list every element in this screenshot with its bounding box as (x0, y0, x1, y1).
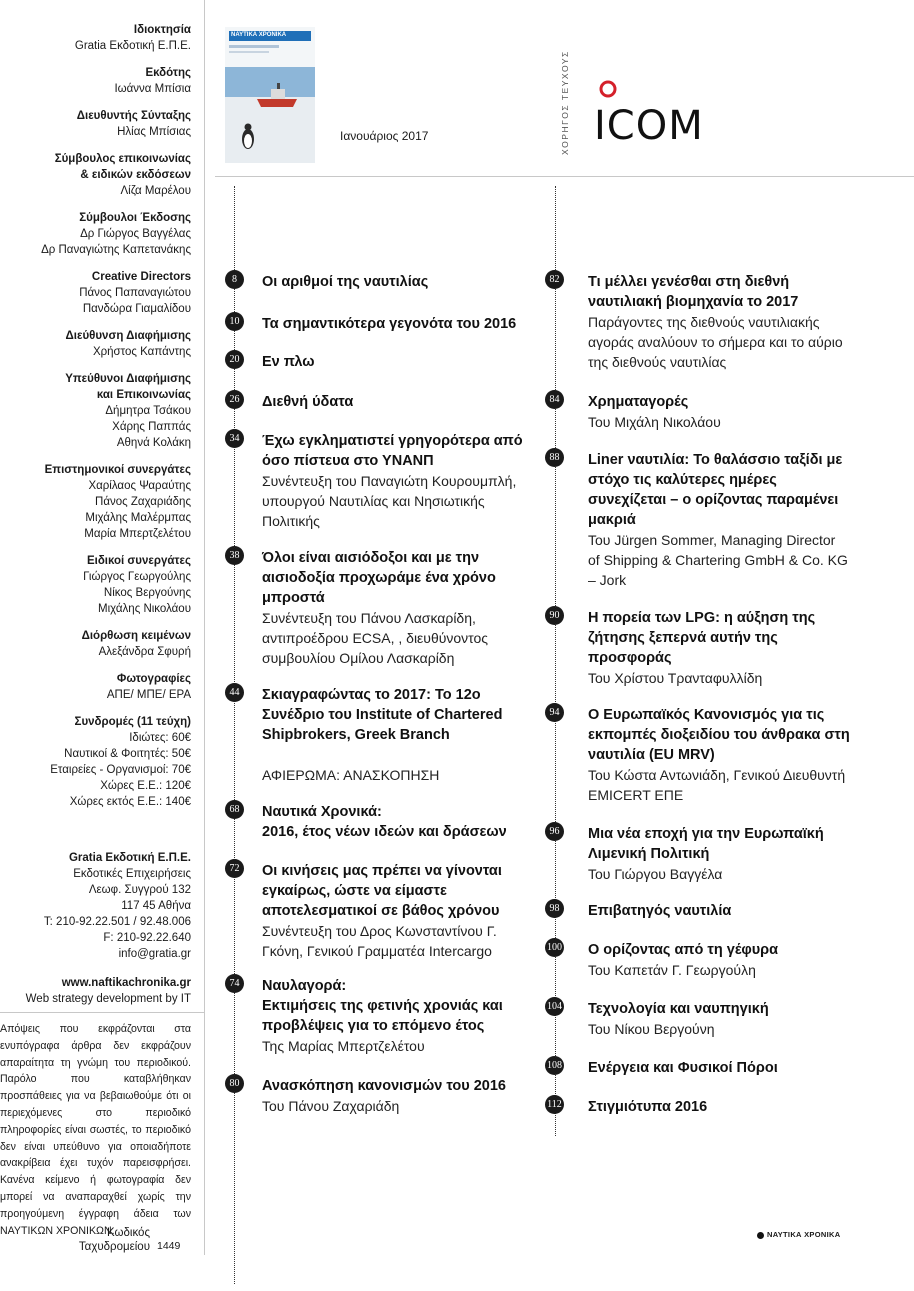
masthead-block (0, 714, 191, 810)
toc-entry-body (262, 548, 534, 668)
masthead-role: Επιστημονικοί συνεργάτες (44, 464, 191, 476)
masthead-role: Διευθυντής Σύνταξης (76, 110, 191, 122)
section-label: ΑΦΙΕΡΩΜΑ: ΑΝΑΣΚΟΠΗΣΗ (262, 767, 440, 783)
toc-entry-body (588, 272, 850, 372)
toc-entry-title: Επιβατηγός ναυτιλία (588, 903, 732, 919)
toc-entry-body (262, 392, 534, 412)
page-number-badge: 90 (545, 606, 564, 625)
toc-entry-body (262, 314, 534, 334)
masthead-role: Εκδότης (145, 67, 191, 79)
page-number-badge: 74 (225, 974, 244, 993)
masthead-person: Μιχάλης Μαλέρμπας (85, 512, 191, 524)
page-number-badge: 82 (545, 270, 564, 289)
sponsor-logo (594, 85, 704, 149)
toc-entry-title: Ενέργεια και Φυσικοί Πόροι (588, 1060, 778, 1076)
masthead-block (0, 269, 191, 317)
toc-entry-title: Διεθνή ύδατα (262, 394, 354, 410)
toc-entry-body (588, 450, 850, 590)
page-number-badge: 100 (545, 938, 564, 957)
toc-entry-title: Εν πλω (262, 354, 315, 370)
masthead-person: Ιδιώτες: 60€ (129, 732, 191, 744)
page-number-badge: 98 (545, 899, 564, 918)
page-number-badge: 108 (545, 1056, 564, 1075)
toc-entry-body (262, 861, 534, 961)
cover-title: ΝΑΥΤΙΚΑ ΧΡΟΝΙΚΑ (231, 32, 287, 38)
toc-entry-subtitle: Συνέντευξη του Πάνου Λασκαρίδη, αντιπροέδρου ECSA, , διευθύνοντος συμβουλίου Ομίλου Λασκαρίδη (262, 610, 489, 666)
sponsor-label: ΧΟΡΗΓΟΣ ΤΕΥΧΟΥΣ (560, 50, 570, 155)
masthead-person: Ιωάννα Μπίσια (114, 83, 191, 95)
sponsor-logo-text: ICOM (594, 103, 704, 149)
toc-entry-body (262, 1076, 534, 1116)
masthead-person: Αλεξάνδρα Σφυρή (98, 646, 191, 658)
toc-entry-title: Τεχνολογία και ναυπηγική (588, 1001, 769, 1017)
postal-code-value: 1449 (157, 1240, 181, 1252)
masthead-person: Ηλίας Μπίσιας (117, 126, 191, 138)
page-number-badge: 10 (225, 312, 244, 331)
toc-entry-body (262, 802, 534, 842)
footer-logo (757, 1230, 840, 1239)
publisher-line: Εκδοτικές Επιχειρήσεις (73, 868, 191, 880)
column-divider (204, 0, 205, 1255)
masthead-block (0, 628, 191, 660)
toc-entry-title: Έχω εγκληματιστεί γρηγορότερα από όσο πίστευα στο ΥΝΑΝΠ (262, 433, 523, 469)
toc-entry-body (588, 392, 850, 432)
masthead-person: Πάνος Παπαναγιώτου (79, 287, 191, 299)
toc-entry-body (262, 352, 534, 372)
masthead-person: ΑΠΕ/ ΜΠΕ/ ΕΡΑ (106, 689, 191, 701)
page-number-badge: 26 (225, 390, 244, 409)
toc-entry-body (262, 431, 534, 531)
toc-entry-body (588, 705, 850, 805)
masthead-role: Διεύθυνση Διαφήμισης (65, 330, 191, 342)
masthead-role: Σύμβουλοι Έκδοσης (79, 212, 191, 224)
page-number-badge: 88 (545, 448, 564, 467)
toc-entry-title: Όλοι είναι αισιόδοξοι και με την αισιοδοξία προχωράμε ένα χρόνο μπροστά (262, 550, 496, 606)
toc-entry-body (588, 940, 850, 980)
toc-entry-title: Liner ναυτιλία: Το θαλάσσιο ταξίδι με στόχο τις καλύτερες ημέρες συνεχίζεται – ο ορίζοντας παραμένει μακριά (588, 452, 843, 528)
masthead-role: Διόρθωση κειμένων (81, 630, 191, 642)
toc-entry-body (588, 1097, 850, 1117)
masthead-block (0, 328, 191, 360)
masthead-block (0, 210, 191, 258)
masthead-person: Γιώργος Γεωργούλης (83, 571, 191, 583)
masthead-person: Δρ Γιώργος Βαγγέλας (80, 228, 191, 240)
masthead-person: Χώρες Ε.Ε.: 120€ (100, 780, 191, 792)
toc-right-guide (555, 186, 556, 1136)
masthead-person: Ναυτικοί & Φοιτητές: 50€ (64, 748, 191, 760)
page-number-badge: 96 (545, 822, 564, 841)
masthead (0, 22, 191, 821)
toc-entry-title: Ναυλαγορά: Εκτιμήσεις της φετινής χρονιάς και προβλέψεις για το επόμενο έτος (262, 978, 503, 1034)
website-link[interactable]: www.naftikachronika.gr (61, 977, 191, 989)
masthead-block (0, 65, 191, 97)
masthead-person: Μιχάλης Νικολάου (98, 603, 191, 615)
publisher-name: Gratia Εκδοτική Ε.Π.Ε. (68, 852, 191, 864)
masthead-role: Creative Directors (91, 271, 191, 283)
publisher-info (0, 850, 191, 962)
masthead-role: Ιδιοκτησία (133, 24, 191, 36)
header-divider (215, 176, 914, 177)
disclaimer-text: Απόψεις που εκφράζονται στα ενυπόγραφα άρθρα δεν εκφράζουν απαραίτητα τη γνώμη του περιοδικού. Παρόλο που καταβλήθηκαν προσπάθειες για να βεβαιωθούμε ότι οι περιεχόμενες στο περιοδικό πληροφορίες είναι σωστές, το περιοδικό δεν είναι υπεύθυνο για οποιαδήποτε ανακρίβεια έχει τυχόν παρεισφρήσει. Κανένα κείμενο ή φωτογραφία δεν μπορεί να αναπαραχθεί χωρίς την προηγούμενη έγγραφη άδεια των ΝΑΥΤΙΚΩΝ ΧΡΟΝΙΚΩΝ. (0, 1023, 191, 1237)
icom-ring-icon (598, 79, 618, 99)
publisher-line: info@gratia.gr (118, 948, 191, 960)
masthead-person: Χώρες εκτός Ε.Ε.: 140€ (69, 796, 191, 808)
publisher-line: T: 210-92.22.501 / 92.48.006 (43, 916, 191, 928)
page-number-badge: 112 (545, 1095, 564, 1114)
toc-entry-body (588, 1058, 850, 1078)
publisher-line: F: 210-92.22.640 (103, 932, 191, 944)
toc-entry-title: Ανασκόπηση κανονισμών του 2016 (262, 1078, 506, 1094)
masthead-block (0, 151, 191, 199)
masthead-person: Νίκος Βεργούνης (103, 587, 191, 599)
masthead-person: Χαρίλαος Ψαραύτης (88, 480, 191, 492)
web-info (0, 975, 191, 1007)
page-number-badge: 44 (225, 683, 244, 702)
toc-entry-subtitle: Συνέντευξη του Δρος Κωνσταντίνου Γ. Γκόνη, Γενικού Γραμματέα Intercargo (262, 923, 497, 959)
publisher-lines (0, 866, 191, 962)
toc-entry-body (588, 608, 850, 688)
toc-entry-body (262, 685, 534, 785)
toc-entry-subtitle: Της Μαρίας Μπερτζελέτου (262, 1038, 425, 1054)
toc-entry-body (588, 901, 850, 921)
page-number-badge: 38 (225, 546, 244, 565)
toc-entry-title: Τα σημαντικότερα γεγονότα του 2016 (262, 316, 517, 332)
masthead-person: Πάνος Ζαχαριάδης (95, 496, 191, 508)
masthead-block (0, 553, 191, 617)
toc-entry-body (588, 824, 850, 884)
web-credit: Web strategy development by IT (25, 993, 191, 1005)
toc-entry-title: Η πορεία των LPG: η αύξηση της ζήτησης ξεπερνά αυτήν της προσφοράς (588, 610, 816, 666)
masthead-role: Ειδικοί συνεργάτες (86, 555, 191, 567)
toc-entry-title: Χρηματαγορές (588, 394, 689, 410)
disclaimer-divider (0, 1012, 205, 1013)
masthead-block (0, 22, 191, 54)
toc-entry-subtitle: Παράγοντες της διεθνούς ναυτιλιακής αγοράς αναλύουν το σήμερα και το αύριο της διεθνούς ναυτιλίας (588, 314, 843, 370)
masthead-person: Πανδώρα Γιαμαλίδου (82, 303, 191, 315)
toc-entry-subtitle: Του Χρίστου Τρανταφυλλίδη (588, 670, 763, 686)
page-number-badge: 80 (225, 1074, 244, 1093)
footer-logo-icon (757, 1232, 764, 1239)
toc-entry-subtitle: Του Καπετάν Γ. Γεωργούλη (588, 962, 756, 978)
masthead-role: Υπεύθυνοι Διαφήμισης και Επικοινωνίας (65, 373, 191, 401)
masthead-role: Φωτογραφίες (116, 673, 191, 685)
masthead-person: Χάρης Παππάς (112, 421, 191, 433)
toc-entry-title: Ο ορίζοντας από τη γέφυρα (588, 942, 779, 958)
toc-entry-subtitle: Του Πάνου Ζαχαριάδη (262, 1098, 400, 1114)
toc-entry-title: Τι μέλλει γενέσθαι στη διεθνή ναυτιλιακή βιομηχανία το 2017 (588, 274, 799, 310)
toc-entry-title: Μια νέα εποχή για την Ευρωπαϊκή Λιμενική Πολιτική (588, 826, 824, 862)
toc-entry-title: Ο Ευρωπαϊκός Κανονισμός για τις εκπομπές διοξειδίου του άνθρακα στη ναυτιλία (EU MRV) (588, 707, 850, 763)
masthead-block (0, 462, 191, 542)
masthead-person: Μαρία Μπερτζελέτου (84, 528, 191, 540)
page-number-badge: 84 (545, 390, 564, 409)
toc-entry-body (588, 999, 850, 1039)
cover-thumbnail[interactable] (225, 27, 315, 163)
postal-code-label: Κωδικός Ταχυδρομείου (78, 1227, 150, 1253)
page-number-badge: 20 (225, 350, 244, 369)
issue-date: Ιανουάριος 2017 (340, 129, 429, 143)
toc-entry-title: Ναυτικά Χρονικά: 2016, έτος νέων ιδεών και δράσεων (262, 804, 507, 840)
publisher-line: Λεωφ. Συγγρού 132 (88, 884, 191, 896)
footer-logo-text: ΝΑΥΤΙΚΑ ΧΡΟΝΙΚΑ (767, 1230, 841, 1239)
page-number-badge: 104 (545, 997, 564, 1016)
page-number-badge: 34 (225, 429, 244, 448)
page-number-badge: 8 (225, 270, 244, 289)
toc-entry-subtitle: Του Jürgen Sommer, Managing Director of Shipping & Chartering GmbH & Co. KG – Jork (588, 532, 848, 588)
toc-entry-title: Σκιαγραφώντας το 2017: Το 12ο Συνέδριο του Institute of Chartered Shipbrokers, Greek Branch (262, 687, 503, 743)
masthead-role: Συνδρομές (11 τεύχη) (74, 716, 191, 728)
masthead-person: Δρ Παναγιώτης Καπετανάκης (41, 244, 191, 256)
toc-entry-title: Οι κινήσεις μας πρέπει να γίνονται εγκαίρως, ώστε να είμαστε αποτελεσματικοί σε βάθος χρόνου (262, 863, 502, 919)
page-number-badge: 68 (225, 800, 244, 819)
toc-entry-subtitle: Του Μιχάλη Νικολάου (588, 414, 721, 430)
masthead-block (0, 371, 191, 451)
toc-entry-body (262, 272, 534, 292)
cover-illustration (225, 27, 315, 163)
toc-entry-title: Στιγμιότυπα 2016 (588, 1099, 708, 1115)
toc-entry-subtitle: Του Γιώργου Βαγγέλα (588, 866, 723, 882)
toc-entry-title: Οι αριθμοί της ναυτιλίας (262, 274, 429, 290)
masthead-role: Σύμβουλος επικοινωνίας & ειδικών εκδόσεων (54, 153, 191, 181)
toc-entry-subtitle: Του Νίκου Βεργούνη (588, 1021, 715, 1037)
masthead-person: Λίζα Μαρέλου (120, 185, 191, 197)
masthead-person: Δήμητρα Τσάκου (105, 405, 191, 417)
masthead-block (0, 108, 191, 140)
toc-entry-subtitle: Του Κώστα Αντωνιάδη, Γενικού Διευθυντή EMICERT ΕΠΕ (588, 767, 846, 803)
page-number-badge: 72 (225, 859, 244, 878)
masthead-person: Αθηνά Κολάκη (116, 437, 191, 449)
masthead-person: Gratia Εκδοτική Ε.Π.Ε. (74, 40, 191, 52)
publisher-line: 117 45 Αθήνα (121, 900, 191, 912)
masthead-block (0, 671, 191, 703)
masthead-person: Χρήστος Καπάντης (92, 346, 191, 358)
masthead-person: Εταιρείες - Οργανισμοί: 70€ (50, 764, 191, 776)
toc-entry-body (262, 976, 534, 1056)
toc-entry-subtitle: Συνέντευξη του Παναγιώτη Κουρουμπλή, υπουργού Ναυτιλίας και Νησιωτικής Πολιτικής (262, 473, 517, 529)
page-number-badge: 94 (545, 703, 564, 722)
